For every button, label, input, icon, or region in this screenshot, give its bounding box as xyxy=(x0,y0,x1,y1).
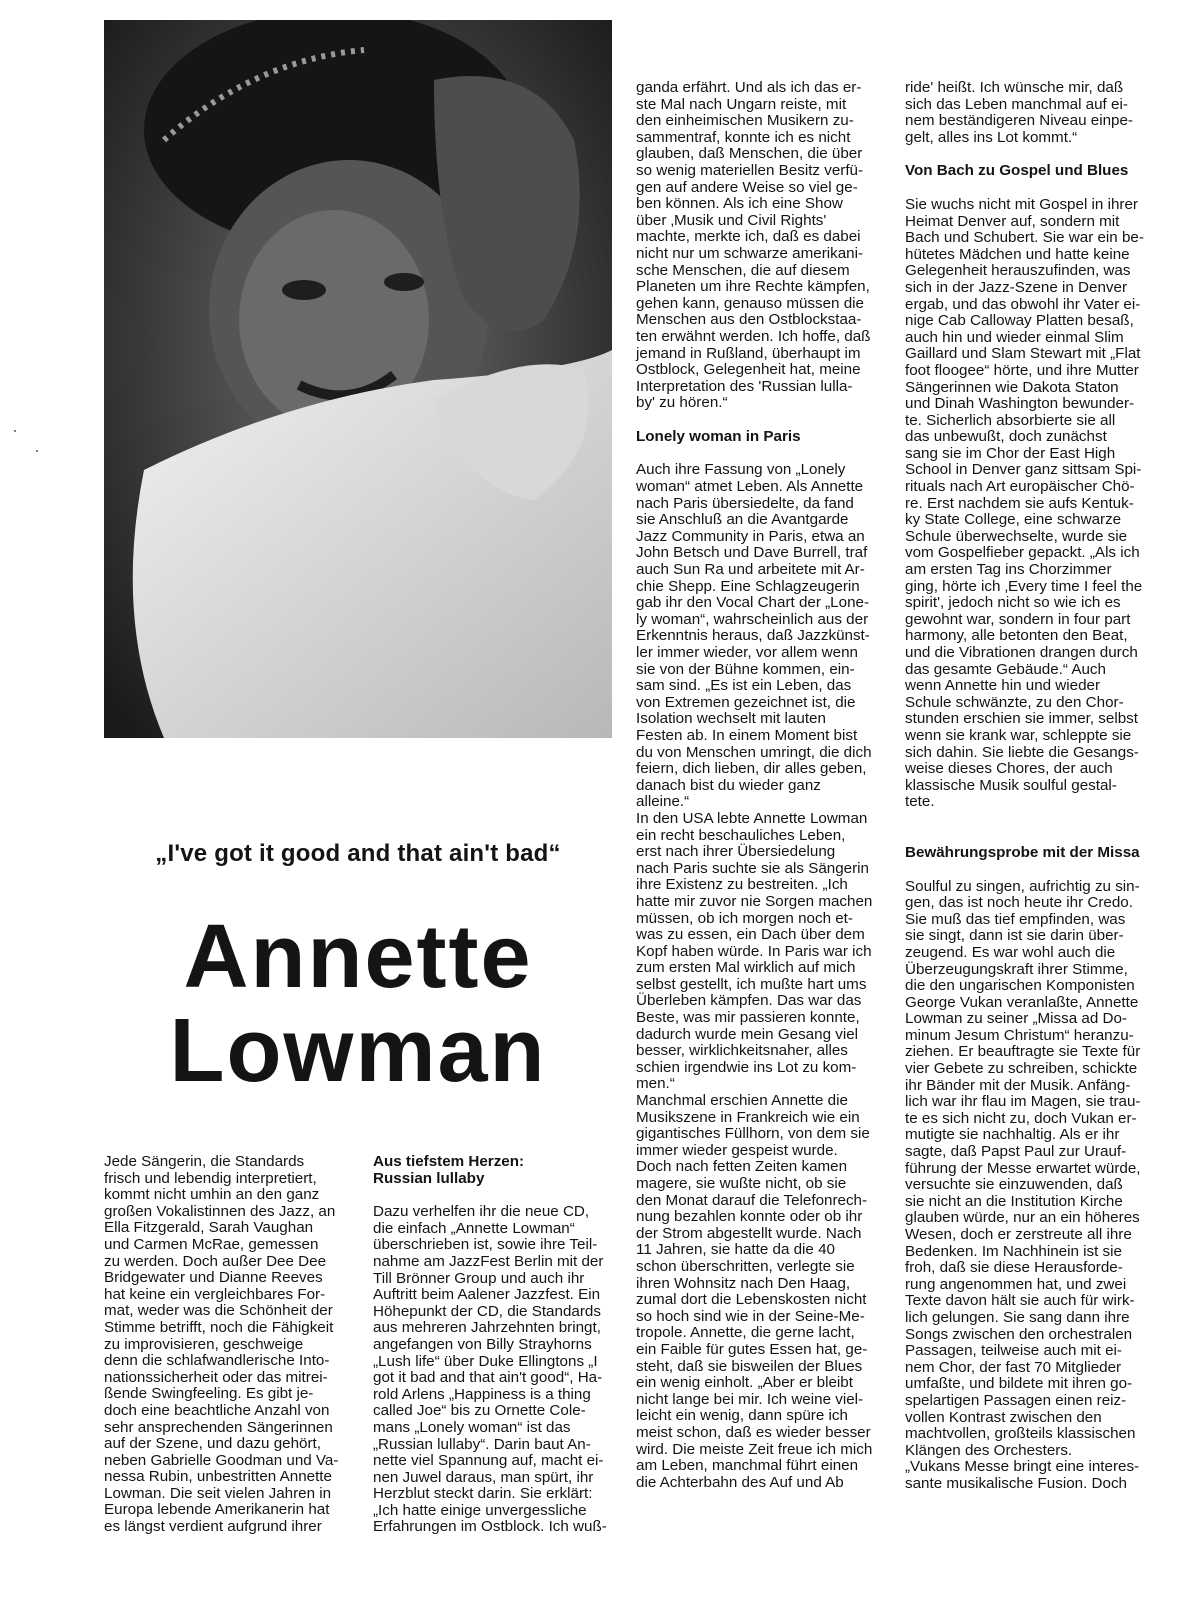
spacer xyxy=(905,862,1144,879)
text-line: sich das Leben manchmal auf ei- xyxy=(905,95,1128,113)
text-line: Doch nach fetten Zeiten kamen xyxy=(636,1158,848,1176)
text-line: nessa Rubin, unbestritten Annette xyxy=(104,1468,332,1486)
text-line: weise dieses Chores, der auch xyxy=(905,760,1113,778)
text-line: 11 Jahren, sie hatte da die 40 xyxy=(636,1241,835,1259)
text-line: Beste, was mir passieren konnte, xyxy=(636,1009,860,1027)
text-line: Heimat Denver auf, sondern mit xyxy=(905,212,1120,230)
pull-quote: „I've got it good and that ain't bad“ xyxy=(155,840,561,867)
text-line: nach Paris übersiedelte, da fand xyxy=(636,494,854,512)
text-line: jemand in Rußland, überhaupt im xyxy=(636,344,861,362)
text-line: Jazz Community in Paris, etwa an xyxy=(636,527,865,545)
text-line: minum Jesum Christum“ heranzu- xyxy=(905,1026,1134,1044)
text-line: ste Mal nach Ungarn reiste, mit xyxy=(636,95,847,113)
text-line: spirit', jedoch nicht so wie ich es xyxy=(905,594,1121,612)
text-line: Stimme betrifft, noch die Fähigkeit xyxy=(104,1318,334,1336)
text-line: glauben, daß Menschen, die über xyxy=(636,145,863,163)
text-line: called Joe“ bis zu Ornette Cole- xyxy=(373,1402,586,1420)
text-line: George Vukan veranlaßte, Annette xyxy=(905,993,1139,1011)
text-line: sammentraf, konnte ich es nicht xyxy=(636,128,851,146)
text-line: auf der Szene, und dazu gehört, xyxy=(104,1435,322,1453)
text-line: Auch ihre Fassung von „Lonely xyxy=(636,461,846,479)
text-line: Schule überwechselte, wurde sie xyxy=(905,527,1128,545)
text-line: gewohnt war, sondern in four part xyxy=(905,610,1131,628)
text-line: Schule schwänzte, zu den Chor- xyxy=(905,693,1124,711)
text-line: Till Brönner Group und auch ihr xyxy=(373,1269,585,1287)
text-line: Höhepunkt der CD, die Standards xyxy=(373,1302,601,1320)
text-line: die einfach „Annette Lowman“ xyxy=(373,1219,575,1237)
text-line: hat keine ein vergleichbares For- xyxy=(104,1285,326,1303)
text-line: stunden erschien sie immer, selbst xyxy=(905,710,1138,728)
text-line: Gaillard und Slam Stewart mit „Flat xyxy=(905,345,1141,363)
text-line: sich dahin. Sie liebte die Gesangs- xyxy=(905,743,1139,761)
portrait-photo-icon xyxy=(104,20,612,738)
text-line: Festen ab. In einem Moment bist xyxy=(636,726,858,744)
column-4 xyxy=(905,80,1144,1493)
text-line: woman“ atmet Leben. Als Annette xyxy=(636,478,864,496)
text-line: sang sie im Chor der East High xyxy=(905,444,1116,462)
text-line: der Strom abgestellt wurde. Nach xyxy=(636,1224,862,1242)
text-line: neben Gabrielle Goodman und Va- xyxy=(104,1451,339,1469)
spacer xyxy=(905,180,1144,197)
text-line: nige Cab Calloway Platten besaß, xyxy=(905,312,1134,330)
text-line: Bridgewater und Dianne Reeves xyxy=(104,1269,323,1287)
text-line: School in Denver ganz sittsam Spi- xyxy=(905,461,1142,479)
text-line: feiern, dich lieben, dir alles geben, xyxy=(636,760,867,778)
text-line: lich war ihr flau im Magen, sie trau- xyxy=(905,1093,1141,1111)
text-line: das unbewußt, doch zunächst xyxy=(905,428,1107,446)
text-line: Menschen aus den Ostblockstaa- xyxy=(636,311,862,329)
text-line: sie nicht an die Institution Kirche xyxy=(905,1192,1123,1210)
text-line: steht, daß sie bisweilen der Blues xyxy=(636,1357,863,1375)
text-line: Wesen, doch er zerstreute all ihre xyxy=(905,1226,1132,1243)
text-line: glauben würde, nur an ein höheres xyxy=(905,1209,1140,1227)
text-line: am Leben, manchmal führt einen xyxy=(636,1457,859,1475)
text-line: wenn Annette hin und wieder xyxy=(905,677,1101,695)
text-line: besser, wirklichkeitsnaher, alles xyxy=(636,1042,848,1060)
section-heading: Aus tiefstem Herzen: xyxy=(373,1153,525,1170)
text-line: ly woman“, wahrscheinlich aus der xyxy=(636,610,869,628)
text-line: zum ersten Mal wirklich auf mich xyxy=(636,959,856,977)
text-line: schon überschritten, verlegte sie xyxy=(636,1257,855,1275)
column-1 xyxy=(104,1154,338,1536)
text-line: tete. xyxy=(905,793,935,811)
text-line: hütetes Mädchen und hatte keine xyxy=(905,245,1130,263)
text-line: mat, weder was die Schönheit der xyxy=(104,1302,333,1320)
text-line: ßende Swingfeeling. Es gibt je- xyxy=(104,1385,314,1403)
text-line: sie singt, dann ist sie darin über- xyxy=(905,927,1124,945)
text-line: vollen Kontrast zwischen den xyxy=(905,1408,1102,1426)
text-line: „Vukans Messe bringt eine interes- xyxy=(905,1458,1140,1476)
section-heading: Russian lullaby xyxy=(373,1169,485,1187)
text-line: leicht ein wenig, dann spüre ich xyxy=(636,1407,848,1425)
text-line: rituals nach Art europäischer Chö- xyxy=(905,478,1135,496)
text-line: ihr Bänder mit der Musik. Anfäng- xyxy=(905,1076,1131,1094)
spacer xyxy=(636,412,872,429)
text-line: das gesamte Gebäude.“ Auch xyxy=(905,660,1106,678)
text-line: Überzeugungskraft ihrer Stimme, xyxy=(905,960,1128,978)
text-line: sich in der Jazz-Szene in Denver xyxy=(905,278,1128,296)
text-line: ride' heißt. Ich wünsche mir, daß xyxy=(905,79,1124,96)
text-line: Bach und Schubert. Sie war ein be- xyxy=(905,229,1144,247)
text-line: über ‚Musik und Civil Rights' xyxy=(636,211,827,229)
text-line: Lowman zu seiner „Missa ad Do- xyxy=(905,1010,1127,1028)
text-line: In den USA lebte Annette Lowman xyxy=(636,809,868,827)
text-line: Sängerinnen wie Dakota Staton xyxy=(905,378,1119,396)
text-line: auch Sun Ra und arbeitete mit Ar- xyxy=(636,561,865,579)
text-line: wenn sie krank war, schleppte sie xyxy=(905,726,1132,744)
text-line: zeugend. Es war wohl auch die xyxy=(905,943,1116,961)
text-line: danach bist du wieder ganz xyxy=(636,776,821,794)
text-line: nung bezahlen konnte oder ob ihr xyxy=(636,1208,863,1226)
spacer xyxy=(905,811,1144,828)
text-line: überschrieben ist, sowie ihre Teil- xyxy=(373,1236,598,1254)
text-line: klassische Musik soulful gestal- xyxy=(905,776,1117,794)
text-line: frisch und lebendig interpretiert, xyxy=(104,1169,317,1187)
text-line: „Ich hatte einige unvergessliche xyxy=(373,1501,587,1519)
text-line: tropole. Annette, die gerne lacht, xyxy=(636,1324,855,1342)
text-line: Gelegenheit herauszufinden, was xyxy=(905,262,1131,280)
text-line: foot floogee“ hörte, und ihre Mutter xyxy=(905,361,1139,379)
text-line: Lowman. Die seit vielen Jahren in xyxy=(104,1484,332,1502)
text-line: rold Arlens „Happiness is a thing xyxy=(373,1385,591,1403)
text-line: ergab, und das obwohl ihr Vater ei- xyxy=(905,295,1141,313)
text-line: re. Erst nachdem sie aufs Kentuk- xyxy=(905,494,1134,512)
text-line: nem beständigeren Niveau einpe- xyxy=(905,112,1133,130)
text-line: machte, merkte ich, daß es dabei xyxy=(636,228,861,246)
text-line: te. Sicherlich absorbierte sie all xyxy=(905,411,1116,429)
text-line: ging, hörte ich ‚Every time I feel the xyxy=(905,577,1143,595)
text-line: und die Vibrationen drangen durch xyxy=(905,644,1138,661)
text-line: die den ungarischen Komponisten xyxy=(905,977,1135,995)
text-line: kommt nicht umhin an den ganz xyxy=(104,1186,320,1204)
text-line: Auftritt beim Aalener Jazzfest. Ein xyxy=(373,1286,601,1304)
text-line: ky State College, eine schwarze xyxy=(905,511,1122,529)
text-line: sante musikalische Fusion. Doch xyxy=(905,1474,1128,1492)
text-line: „Russian lullaby“. Darin baut An- xyxy=(373,1435,591,1453)
text-line: wird. Die meiste Zeit freue ich mich xyxy=(636,1440,873,1458)
text-line: nahme am JazzFest Berlin mit der xyxy=(373,1252,604,1270)
text-line: was zu essen, ein Dach über dem xyxy=(636,926,865,944)
text-line: schien irgendwie ins Lot zu kom- xyxy=(636,1058,857,1076)
text-line: mutigte sie nachhaltig. Als er ihr xyxy=(905,1126,1120,1144)
spacer xyxy=(905,146,1144,163)
text-line: magere, sie wußte nicht, ob sie xyxy=(636,1175,847,1192)
text-line: aus mehreren Jahrzehnten bringt, xyxy=(373,1319,601,1337)
text-line: Isolation wechselt mit lauten xyxy=(636,710,826,728)
text-line: Soulful zu singen, aufrichtig zu sin- xyxy=(905,877,1140,895)
text-line: Dazu verhelfen ihr die neue CD, xyxy=(373,1203,590,1221)
text-line: Herzblut steckt darin. Sie erklärt: xyxy=(373,1485,593,1503)
text-line: meist schon, daß es wieder besser xyxy=(636,1423,871,1441)
text-line: nette viel Spannung auf, macht ei- xyxy=(373,1452,604,1470)
text-line: großen Vokalistinnen des Jazz, an xyxy=(104,1202,336,1220)
text-line: Sie muß das tief empfinden, was xyxy=(905,910,1126,928)
text-line: und Dinah Washington bewunder- xyxy=(905,395,1135,413)
text-line: Erfahrungen im Ostblock. Ich wuß- xyxy=(373,1518,607,1536)
text-line: und Carmen McRae, gemessen xyxy=(104,1235,319,1253)
text-line: sagte, daß Papst Paul zur Urauf- xyxy=(905,1143,1127,1161)
text-line: lich gelungen. Sie sang dann ihre xyxy=(905,1308,1130,1326)
spacer xyxy=(905,828,1144,845)
text-line: Erkenntnis heraus, daß Jazzkünst- xyxy=(636,627,870,645)
text-line: got it bad and that ain't good“, Ha- xyxy=(373,1369,603,1387)
text-line: Sie wuchs nicht mit Gospel in ihrer xyxy=(905,195,1138,213)
title-line: Lowman xyxy=(169,1001,547,1101)
text-line: nicht nur um schwarze amerikani- xyxy=(636,244,864,262)
text-line: Interpretation des 'Russian lulla- xyxy=(636,377,853,395)
text-line: „Lush life“ über Duke Ellingtons „I xyxy=(373,1352,598,1370)
text-line: ganda erfährt. Und als ich das er- xyxy=(636,79,862,96)
text-line: zu werden. Doch außer Dee Dee xyxy=(104,1252,327,1270)
text-line: sie von der Bühne kommen, ein- xyxy=(636,660,855,678)
text-line: Überleben kämpfen. Das war das xyxy=(636,992,862,1010)
portrait-photo xyxy=(104,20,612,738)
text-line: nen Juwel daraus, man spürt, ihr xyxy=(373,1468,594,1486)
text-line: so wenig materiellen Besitz verfü- xyxy=(636,161,864,179)
text-line: führung der Messe erwartet würde, xyxy=(905,1159,1141,1177)
text-line: sche Menschen, die auf diesem xyxy=(636,261,850,279)
text-line: Kopf haben würde. In Paris war ich xyxy=(636,942,872,960)
text-line: vom Gospelfieber gepackt. „Als ich xyxy=(905,544,1140,562)
text-line: Ostblock, Gelegenheit hat, meine xyxy=(636,361,861,379)
text-line: Texte davon hält sie auch für wirk- xyxy=(905,1292,1135,1310)
text-line: so hoch sind wie in der Seine-Me- xyxy=(636,1307,865,1325)
text-line: sam sind. „Es ist ein Leben, das xyxy=(636,677,852,695)
text-line: gelt, alles ins Lot kommt.“ xyxy=(905,128,1078,146)
text-line: zumal dort die Lebenskosten nicht xyxy=(636,1291,867,1309)
article-title xyxy=(104,907,612,1101)
text-line: immer wieder gespeist wurde. xyxy=(636,1141,838,1159)
text-line: spelartigen Passagen einen reiz- xyxy=(905,1391,1127,1409)
text-line: Songs zwischen den orchestralen xyxy=(905,1325,1133,1343)
text-line: vier Gebete zu schreiben, schickte xyxy=(905,1060,1138,1078)
text-line: nach Paris suchte sie als Sängerin xyxy=(636,859,870,877)
text-line: ein wenig einholt. „Aber er bleibt xyxy=(636,1374,853,1392)
text-line: die Achterbahn des Auf und Ab xyxy=(636,1473,844,1491)
section-heading: Von Bach zu Gospel und Blues xyxy=(905,162,1129,180)
text-line: harmony, alle betonten den Beat, xyxy=(905,627,1128,645)
section-heading: Bewährungsprobe mit der Missa xyxy=(905,843,1140,861)
text-line: Jede Sängerin, die Standards xyxy=(104,1153,305,1170)
text-line: te es sich nicht zu, doch Vukan er- xyxy=(905,1109,1137,1127)
text-line: ihren Wohnsitz nach Den Haag, xyxy=(636,1274,851,1292)
text-line: müssen, ob ich morgen noch et- xyxy=(636,909,853,927)
text-line: Klängen des Orchesters. xyxy=(905,1441,1073,1459)
text-line: gen auf andere Weise so viel ge- xyxy=(636,178,858,196)
text-line: Passagen, teilweise auch mit ei- xyxy=(905,1342,1122,1360)
text-line: ihre Existenz zu bestreiten. „Ich xyxy=(636,876,848,894)
text-line: ler immer wieder, vor allem wenn xyxy=(636,644,858,661)
text-line: machtvollen, großteils klassischen xyxy=(905,1425,1136,1443)
text-line: dadurch wurde mein Gesang viel xyxy=(636,1025,859,1043)
text-line: du von Menschen umringt, die dich xyxy=(636,743,872,761)
text-line: denn die schlafwandlerische Into- xyxy=(104,1352,330,1370)
text-line: alleine.“ xyxy=(636,793,690,811)
text-line: sie Anschluß an die Avantgarde xyxy=(636,511,849,529)
column-2 xyxy=(373,1154,607,1536)
text-line: mans „Lonely woman“ ist das xyxy=(373,1418,571,1436)
text-line: ein Faible für gutes Essen hat, ge- xyxy=(636,1340,868,1358)
text-line: selbst gestellt, ich mußte hart ums xyxy=(636,975,867,993)
text-line: gab ihr den Vocal Chart der „Lone- xyxy=(636,594,870,612)
text-line: Musikszene in Frankreich wie ein xyxy=(636,1108,860,1126)
text-line: Europa lebende Amerikanerin hat xyxy=(104,1501,330,1519)
text-line: von Extremen gezeichnet ist, die xyxy=(636,693,856,711)
text-line: zu improvisieren, geschweige xyxy=(104,1335,304,1353)
text-line: ein recht beschauliches Leben, xyxy=(636,826,846,844)
text-line: erst nach ihrer Übersiedelung xyxy=(636,843,836,861)
text-line: Planeten um ihre Rechte kämpfen, xyxy=(636,278,870,296)
text-line: froh, daß sie diese Herausforde- xyxy=(905,1259,1123,1277)
text-line: den einheimischen Musikern zu- xyxy=(636,112,854,130)
text-line: gigantisches Füllhorn, von dem sie xyxy=(636,1125,870,1143)
text-line: ben können. Als ich eine Show xyxy=(636,195,843,213)
text-line: am ersten Tag ins Chorzimmer xyxy=(905,561,1112,579)
text-line: John Betsch und Dave Burrell, traf xyxy=(636,544,868,562)
text-line: Ella Fitzgerald, Sarah Vaughan xyxy=(104,1219,314,1237)
text-line: by' zu hören.“ xyxy=(636,394,728,412)
text-line: es längst verdient aufgrund ihrer xyxy=(104,1518,322,1536)
title-line: Annette xyxy=(183,907,533,1007)
text-line: ten erwähnt werden. Ich hoffe, daß xyxy=(636,327,871,345)
text-line: den Monat darauf die Telefonrech- xyxy=(636,1191,868,1209)
text-line: chie Shepp. Eine Schlagzeugerin xyxy=(636,577,860,595)
text-line: nem Chor, der fast 70 Mitglieder xyxy=(905,1358,1122,1376)
scan-speck xyxy=(14,430,16,432)
text-line: umfaßte, und bildete mit ihren go- xyxy=(905,1375,1133,1393)
text-line: gehen kann, genauso müssen die xyxy=(636,294,864,312)
text-line: doch eine beachtliche Anzahl von xyxy=(104,1401,330,1419)
column-3 xyxy=(636,80,872,1491)
text-line: auch hin und wieder einmal Slim xyxy=(905,328,1124,346)
text-line: men.“ xyxy=(636,1075,675,1093)
text-line: Bedenken. Im Nachhinein ist sie xyxy=(905,1242,1122,1260)
spacer xyxy=(636,445,872,462)
text-line: nationssicherheit oder das mitrei- xyxy=(104,1368,328,1386)
spacer xyxy=(373,1187,607,1204)
text-line: Manchmal erschien Annette die xyxy=(636,1092,848,1110)
text-line: gen, das ist noch heute ihr Credo. xyxy=(905,894,1133,912)
text-line: nicht lange bei mir. Ich weine viel- xyxy=(636,1390,864,1408)
text-line: angefangen von Billy Strayhorns xyxy=(373,1335,592,1353)
text-line: versuchte sie einzuwenden, daß xyxy=(905,1176,1123,1194)
text-line: rung angenommen hat, und zwei xyxy=(905,1275,1127,1293)
text-line: ziehen. Er beauftragte sie Texte für xyxy=(905,1043,1141,1061)
text-line: sehr ansprechenden Sängerinnen xyxy=(104,1418,333,1436)
section-heading: Lonely woman in Paris xyxy=(636,427,801,445)
scan-speck xyxy=(36,450,38,452)
text-line: hatte mir zuvor nie Sorgen machen xyxy=(636,892,873,910)
